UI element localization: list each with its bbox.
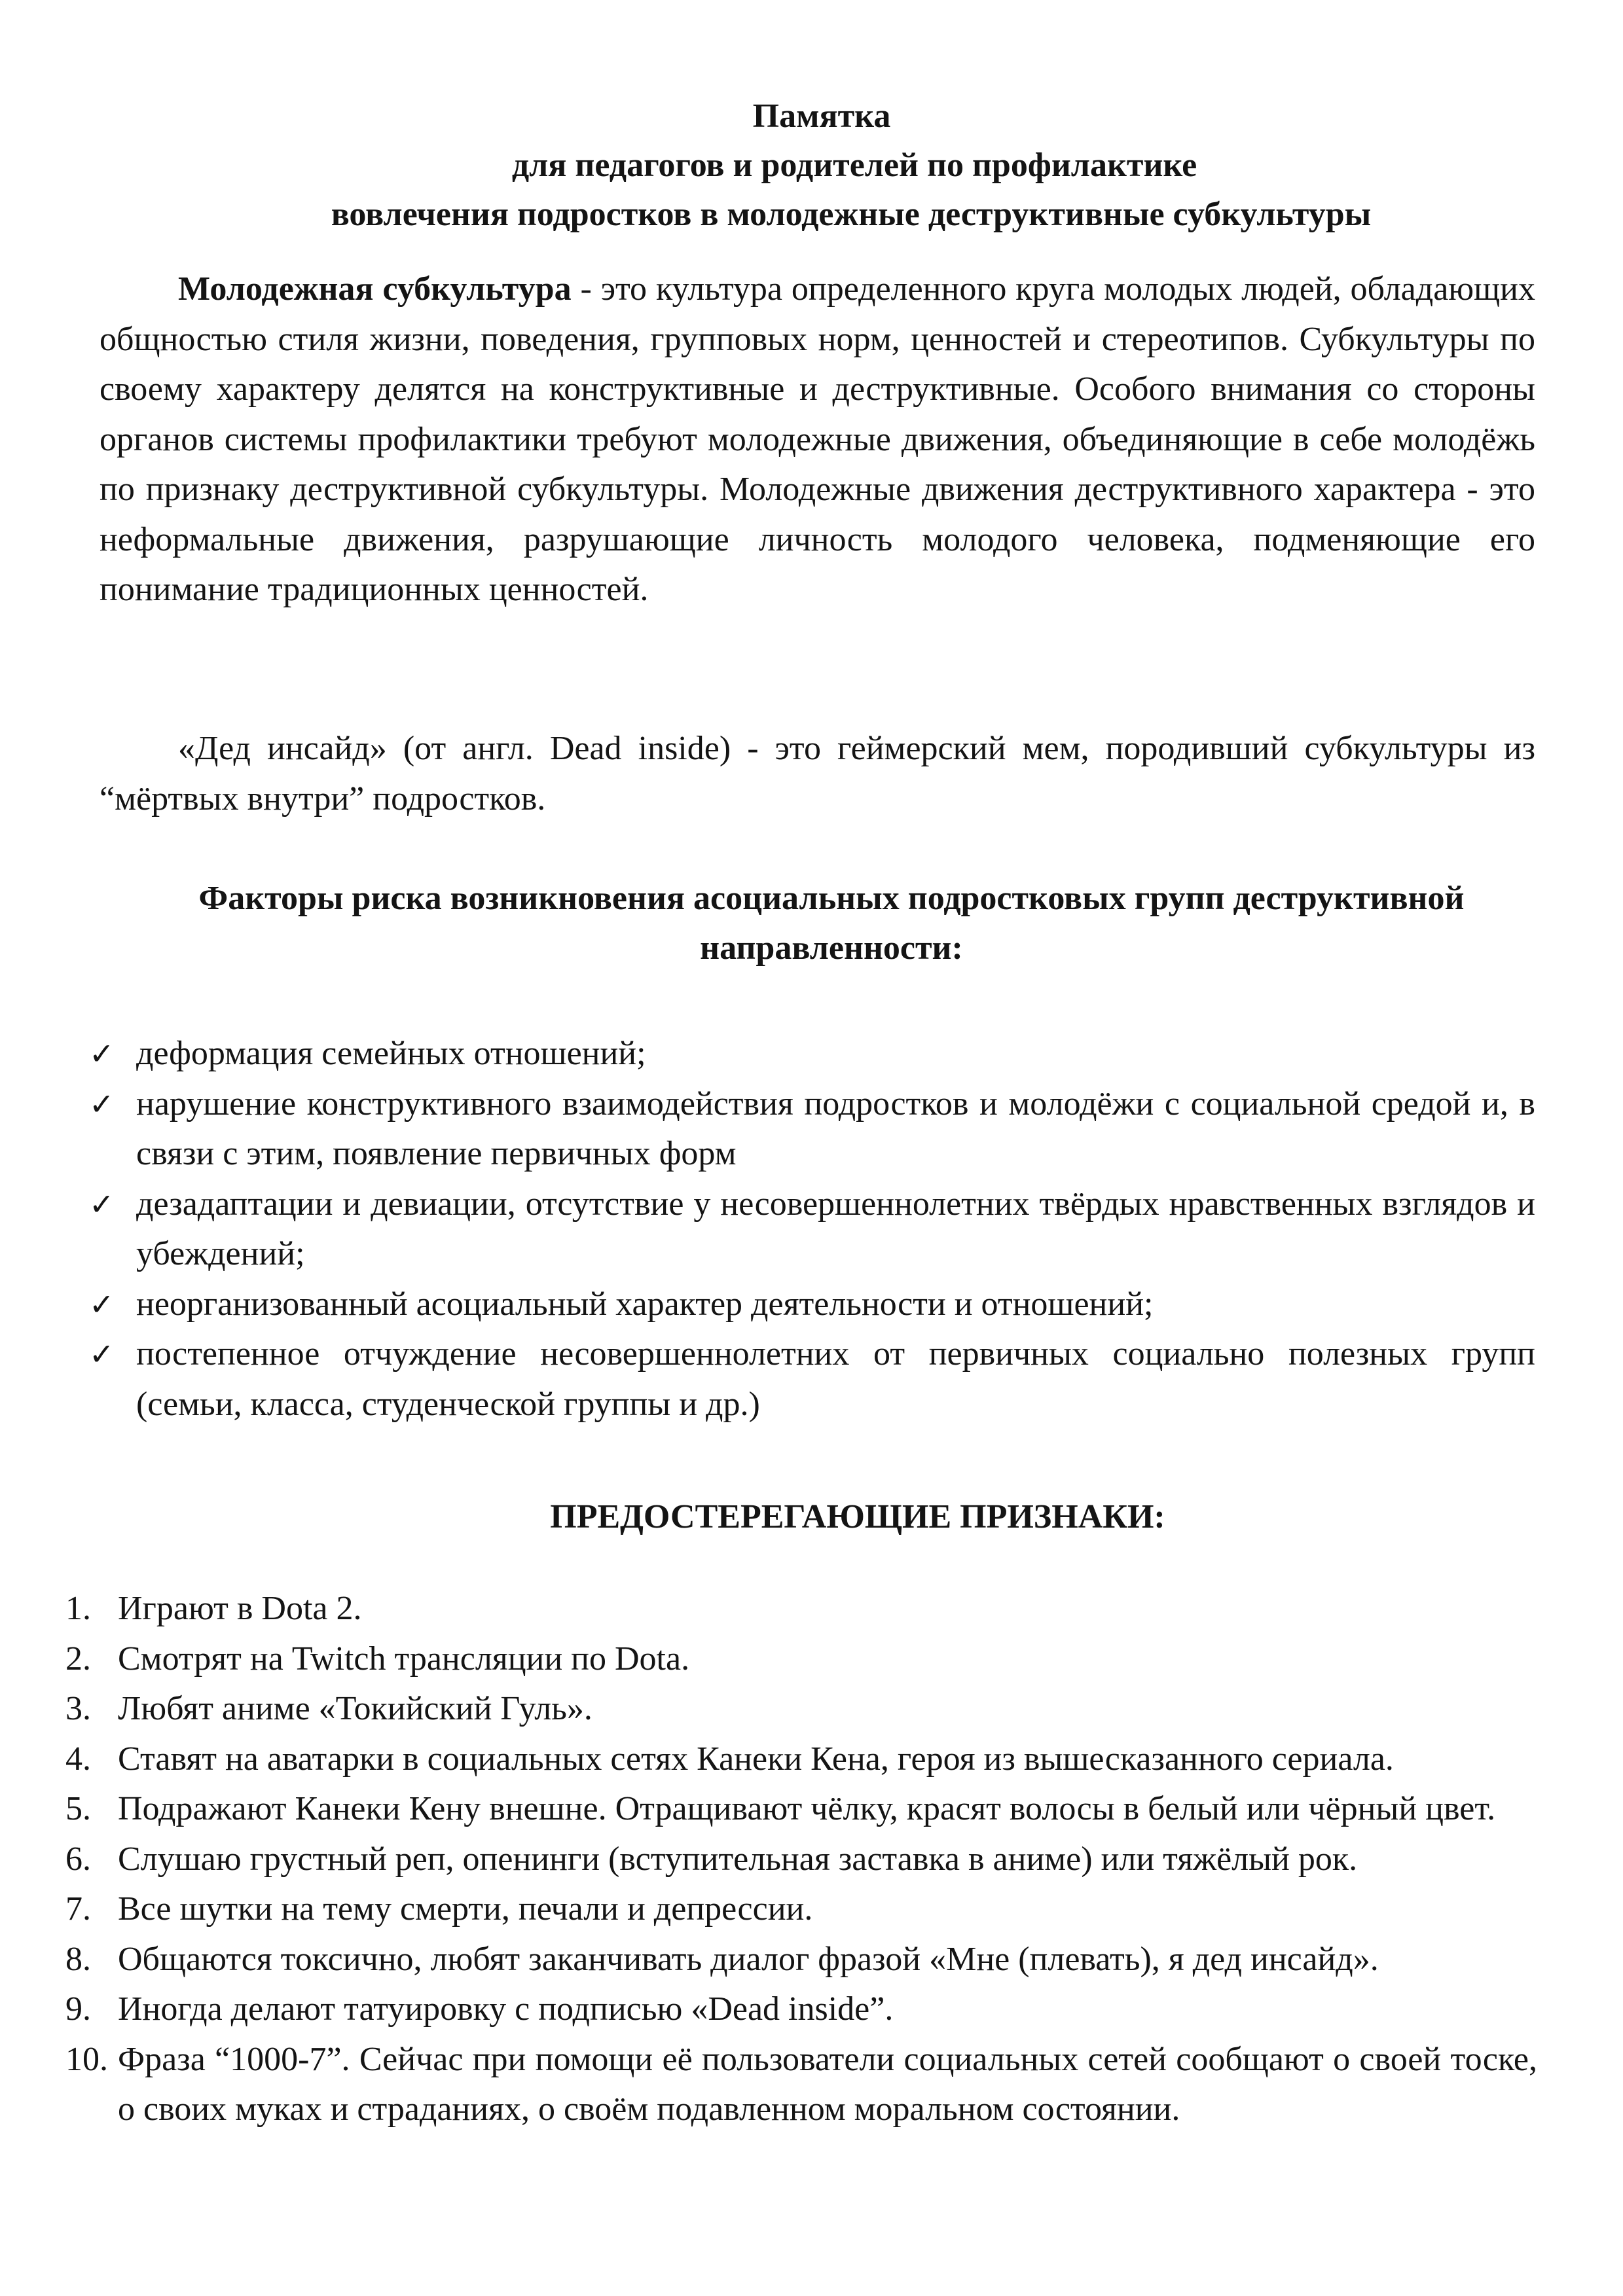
- list-item-number: 8.: [65, 1940, 91, 1978]
- warning-signs-heading: ПРЕДОСТЕРЕГАЮЩИЕ ПРИЗНАКИ:: [550, 1498, 1165, 1535]
- list-item-text: Все шутки на тему смерти, печали и депрессии.: [118, 1890, 813, 1928]
- title-line-1: Памятка: [752, 98, 891, 135]
- list-item-number: 2.: [65, 1640, 91, 1677]
- document-title: [164, 92, 1473, 239]
- list-item-text: неорганизованный асоциальный характер деятельности и отношений;: [136, 1285, 1154, 1323]
- list-item: [65, 1179, 1535, 1280]
- list-item-number: 1.: [65, 1590, 91, 1627]
- list-item: [65, 1984, 1537, 2035]
- list-item-number: 7.: [65, 1890, 91, 1928]
- list-item: [65, 1935, 1537, 1985]
- checkmark-icon: ✓: [89, 1036, 115, 1071]
- list-item: [65, 1884, 1537, 1935]
- list-item-number: 6.: [65, 1840, 91, 1878]
- dead-inside-paragraph: «Дед инсайд» (от англ. Dead inside) - это геймерский мем, породивший субкультуры из “мёртвых внутри” подростков.: [100, 730, 1535, 817]
- list-item-text: постепенное отчуждение несовершеннолетних от первичных социально полезных групп (семьи, класса, студенческой группы и др.): [136, 1335, 1535, 1423]
- intro-paragraph: [100, 264, 1535, 615]
- intro-term: Молодежная субкультура: [178, 270, 572, 308]
- list-item: [65, 1079, 1535, 1179]
- list-item-text: Иногда делают татуировку с подписью «Dead inside”.: [118, 1990, 894, 2028]
- list-item: [65, 1835, 1537, 1885]
- list-item: [65, 2035, 1537, 2135]
- list-item: [65, 1329, 1535, 1429]
- list-item-text: Слушаю грустный реп, опенинги (вступительная заставка в аниме) или тяжёлый рок.: [118, 1840, 1358, 1878]
- list-item-number: 5.: [65, 1790, 91, 1827]
- list-item-text: Играют в Dota 2.: [118, 1590, 362, 1627]
- checkmark-icon: ✓: [89, 1336, 115, 1372]
- list-item: [65, 1634, 1537, 1685]
- list-item: [65, 1784, 1537, 1835]
- list-item-number: 4.: [65, 1740, 91, 1778]
- list-item-text: Смотрят на Twitch трансляции по Dota.: [118, 1640, 690, 1677]
- list-item-text: Ставят на аватарки в социальных сетях Канеки Кена, героя из вышесказанного сериала.: [118, 1740, 1394, 1778]
- list-item-text: Любят аниме «Токийский Гуль».: [118, 1690, 593, 1727]
- list-item-number: 10.: [65, 2040, 108, 2078]
- list-item-text: нарушение конструктивного взаимодействия подростков и молодёжи с социальной средой и, в связи с этим, появление первичных форм: [136, 1085, 1535, 1172]
- list-item-text: Общаются токсично, любят заканчивать диалог фразой «Мне (плевать), я дед инсайд».: [118, 1940, 1379, 1978]
- list-item-number: 9.: [65, 1990, 91, 2028]
- list-item-text: Фраза “1000-7”. Сейчас при помощи её пользователи социальных сетей сообщают о своей тоске, о своих муках и страданиях, о своём подавленном моральном состоянии.: [118, 2040, 1537, 2128]
- intro-definition: - это культура определенного круга молодых людей, обладающих общностью стиля жизни, поведения, групповых норм, ценностей и стереотипов. Субкультуры по своему характеру делятся на конструктивные и деструктивные. Особого внимания со стороны органов системы профилактики требуют молодежные движения, объединяющие в себе молодёжь по признаку деструктивной субкультуры. Молодежные движения деструктивного характера - это неформальные движения, разрушающие личность молодого человека, подменяющие его понимание традиционных ценностей.: [100, 270, 1535, 608]
- list-item: [65, 1734, 1537, 1785]
- list-item: [65, 1584, 1537, 1634]
- list-item-text: деформация семейных отношений;: [136, 1035, 646, 1072]
- list-item: [65, 1280, 1535, 1330]
- list-item-number: 3.: [65, 1690, 91, 1727]
- checkmark-icon: ✓: [89, 1286, 115, 1322]
- risk-factors-heading: Факторы риска возникновения асоциальных подростковых групп деструктивной направленности:: [198, 880, 1465, 967]
- list-item: [65, 1684, 1537, 1734]
- list-item: [65, 1029, 1535, 1079]
- warning-signs-list: [65, 1584, 1537, 2135]
- title-line-2: для педагогов и родителей по профилактике: [511, 147, 1197, 184]
- list-item-text: Подражают Канеки Кену внешне. Отращивают чёлку, красят волосы в белый или чёрный цвет.: [118, 1790, 1496, 1827]
- checkmark-icon: ✓: [89, 1086, 115, 1122]
- checkmark-icon: ✓: [89, 1186, 115, 1222]
- risk-factors-list: [65, 1029, 1535, 1429]
- list-item-text: дезадаптации и девиации, отсутствие у несовершеннолетних твёрдых нравственных взглядов и убеждений;: [136, 1185, 1535, 1272]
- title-line-3: вовлечения подростков в молодежные деструктивные субкультуры: [331, 196, 1372, 233]
